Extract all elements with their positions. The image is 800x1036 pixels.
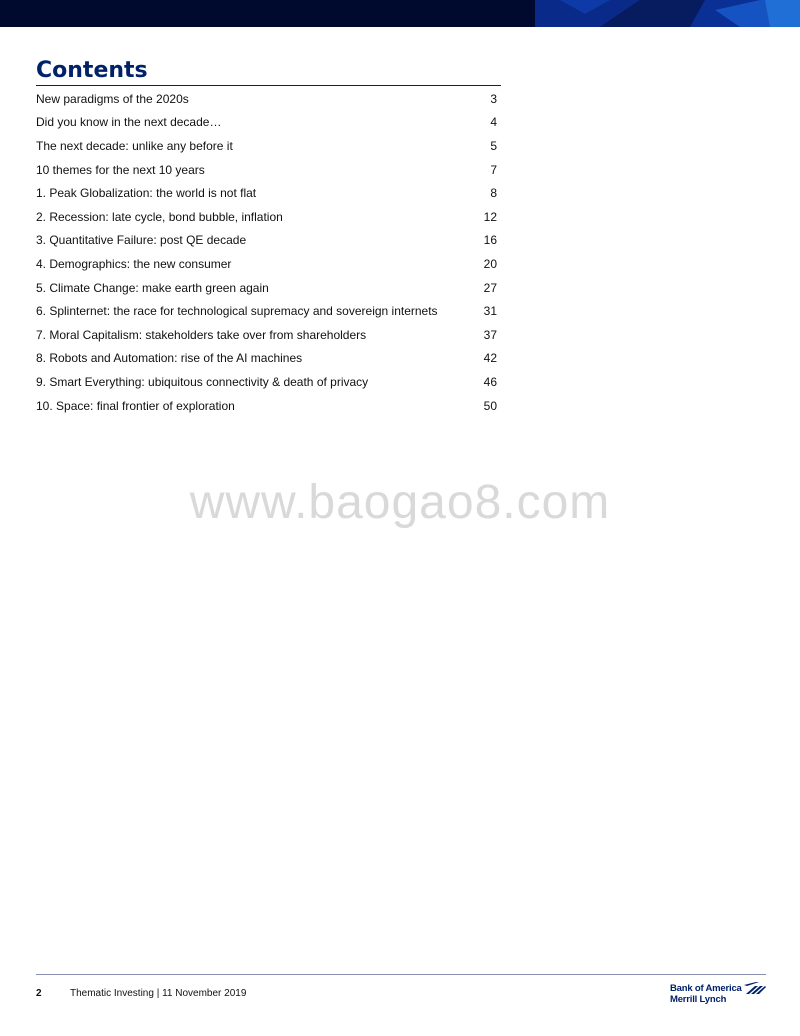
toc-entry[interactable] (36, 134, 497, 158)
toc-entry-page: 5 (490, 138, 497, 153)
toc-entry-page: 3 (490, 91, 497, 106)
toc-entry-label: 2. Recession: late cycle, bond bubble, inflation (36, 209, 283, 224)
toc-entry-label: 3. Quantitative Failure: post QE decade (36, 233, 247, 248)
toc-entry-page: 7 (490, 162, 497, 177)
toc-entry-page: 50 (483, 398, 497, 413)
toc-entry-label: 10 themes for the next 10 years (36, 162, 205, 177)
toc-entry-label: New paradigms of the 2020s (36, 91, 189, 106)
toc-entry[interactable] (36, 370, 497, 394)
toc-entry-label: 4. Demographics: the new consumer (36, 256, 232, 271)
toc-entry-page: 16 (483, 233, 497, 248)
header-band (0, 0, 800, 27)
header-band-graphic (0, 0, 800, 27)
toc-entry[interactable] (36, 158, 497, 182)
toc-entry[interactable] (36, 229, 497, 253)
bank-of-america-flag-icon (742, 982, 766, 994)
toc-entry[interactable] (36, 299, 497, 323)
toc-entry-label: 8. Robots and Automation: rise of the AI machines (36, 351, 303, 366)
toc-entry[interactable] (36, 252, 497, 276)
toc-entry[interactable] (36, 181, 497, 205)
logo-line1: Bank of America (670, 983, 742, 994)
toc-entry-page: 4 (490, 115, 497, 130)
toc-entry-page: 37 (483, 327, 497, 342)
toc-entry-label: 1. Peak Globalization: the world is not flat (36, 186, 257, 201)
toc-entry-page: 8 (490, 186, 497, 201)
toc-entry-page: 46 (483, 374, 497, 389)
title-divider (36, 85, 501, 86)
logo-line2: Merrill Lynch (670, 994, 727, 1005)
toc-entry-label: 6. Splinternet: the race for technological supremacy and sovereign internets (36, 304, 438, 319)
toc-entry[interactable] (36, 394, 497, 418)
toc-entry[interactable] (36, 323, 497, 347)
toc-entry[interactable] (36, 276, 497, 300)
footer-divider (36, 974, 766, 975)
page-title: Contents (36, 58, 148, 83)
toc-entry-label: 5. Climate Change: make earth green again (36, 280, 269, 295)
footer-page-number: 2 (36, 988, 42, 999)
toc-entry-label: 9. Smart Everything: ubiquitous connectivity & death of privacy (36, 374, 369, 389)
watermark: www.baogao8.com (189, 476, 611, 529)
toc-entry[interactable] (36, 205, 497, 229)
toc-entry-label: 7. Moral Capitalism: stakeholders take over from shareholders (36, 327, 367, 342)
toc-entry-page: 20 (483, 256, 497, 271)
footer-publication: Thematic Investing | 11 November 2019 (70, 988, 247, 999)
toc-entry[interactable] (36, 87, 497, 111)
bank-of-america-logo (670, 981, 768, 1007)
toc-entry-label: Did you know in the next decade… (36, 115, 222, 130)
toc-entry-page: 31 (483, 304, 497, 319)
toc-entry-label: 10. Space: final frontier of exploration (36, 398, 235, 413)
toc-entry[interactable] (36, 347, 497, 371)
toc-entry-page: 27 (483, 280, 497, 295)
toc-entry[interactable] (36, 111, 497, 135)
toc-entry-label: The next decade: unlike any before it (36, 138, 233, 153)
toc-entry-page: 42 (483, 351, 497, 366)
table-of-contents (36, 87, 497, 417)
toc-entry-page: 12 (483, 209, 497, 224)
